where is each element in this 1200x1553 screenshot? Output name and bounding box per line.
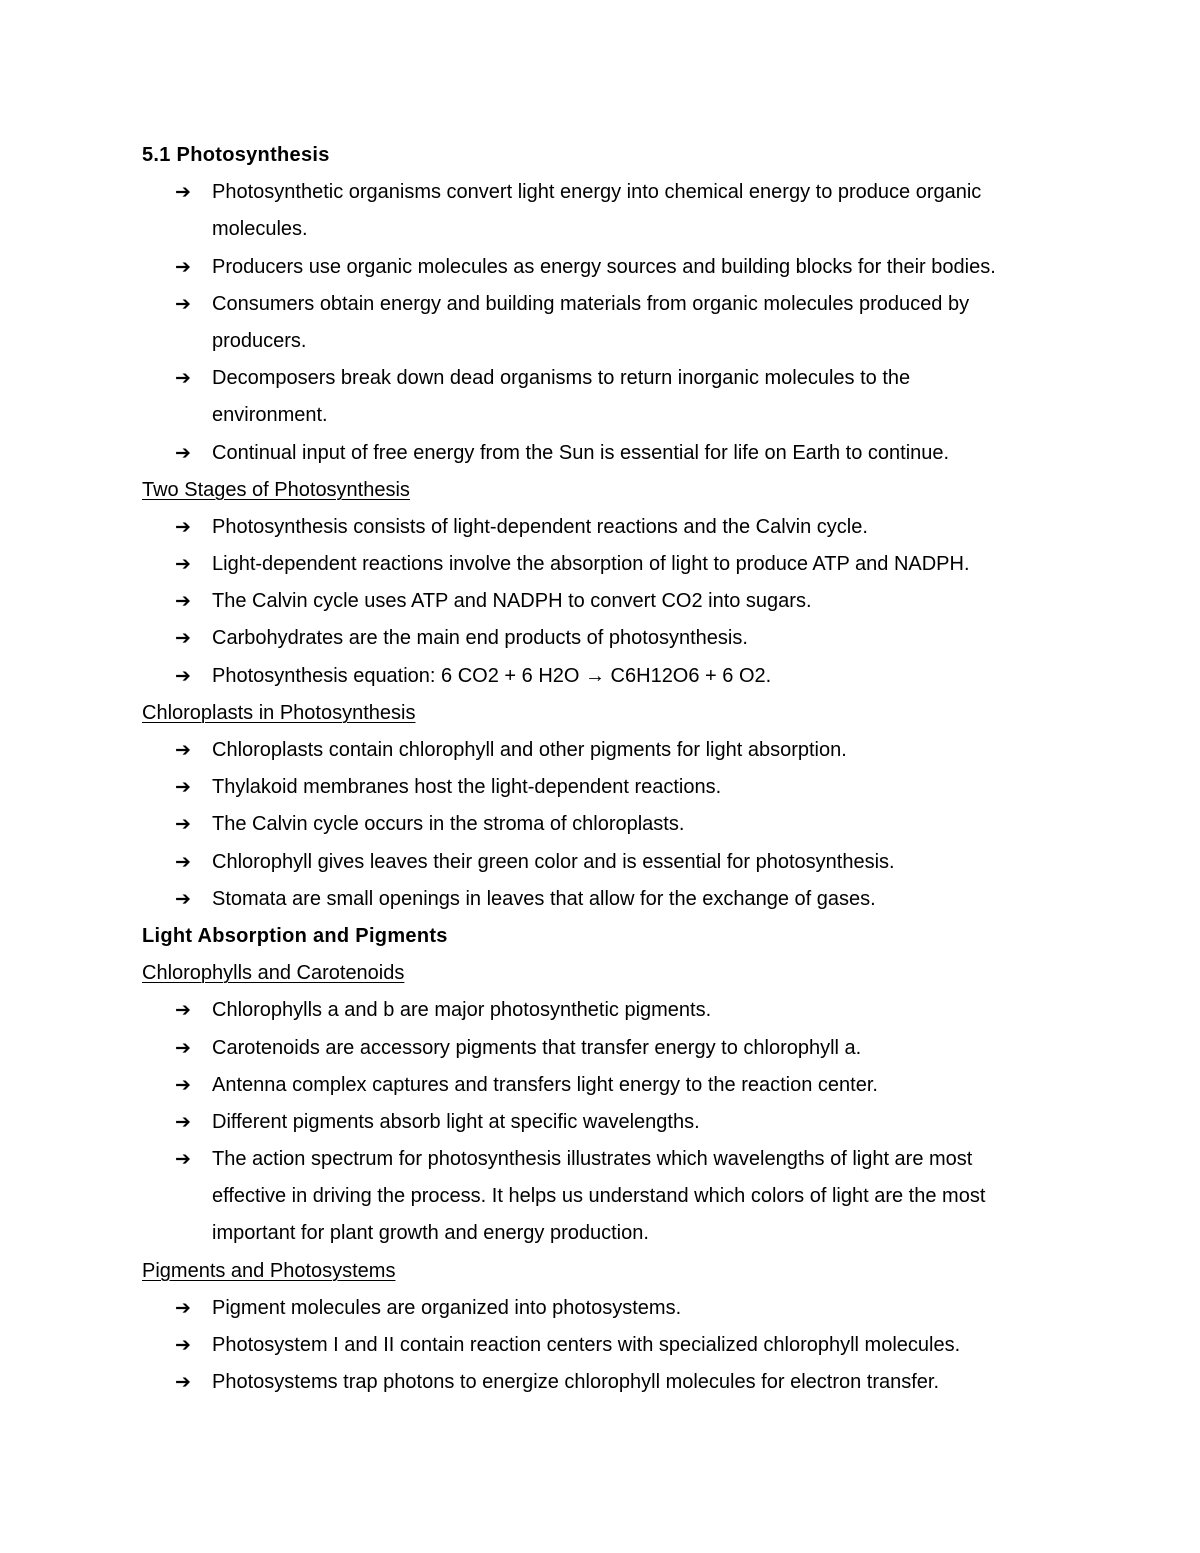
arrow-bullet-icon: ➔ xyxy=(175,255,191,278)
list-item-text: Chlorophyll gives leaves their green color and is essential for photosynthesis. xyxy=(212,850,895,873)
subsection-title-two-stages: Two Stages of Photosynthesis xyxy=(142,478,410,501)
list-item-text: Consumers obtain energy and building materials from organic molecules produced by xyxy=(212,292,970,315)
list-item-continuation: producers. xyxy=(212,329,307,352)
arrow-bullet-icon: ➔ xyxy=(175,367,191,390)
arrow-bullet-icon: ➔ xyxy=(175,887,191,910)
arrow-bullet-icon: ➔ xyxy=(175,1110,191,1133)
list-item-text: The action spectrum for photosynthesis illustrates which wavelengths of light are most xyxy=(212,1148,973,1171)
list-item-text: Photosynthesis equation: 6 CO2 + 6 H2O → C6H12O6 + 6 O2. xyxy=(212,664,772,687)
list-item-text: Photosystems trap photons to energize chlorophyll molecules for electron transfer. xyxy=(212,1371,940,1394)
list-item-text: Antenna complex captures and transfers light energy to the reaction center. xyxy=(212,1073,878,1096)
list-item-text: Producers use organic molecules as energy sources and building blocks for their bodies. xyxy=(212,255,996,278)
list-item-text: Stomata are small openings in leaves that allow for the exchange of gases. xyxy=(212,887,876,910)
arrow-bullet-icon: ➔ xyxy=(175,739,191,761)
arrow-bullet-icon: ➔ xyxy=(175,1371,191,1394)
list-item xyxy=(142,1364,1072,1401)
arrow-bullet-icon: ➔ xyxy=(175,1296,191,1319)
arrow-bullet-icon: ➔ xyxy=(175,664,191,687)
list-item-text: The Calvin cycle occurs in the stroma of chloroplasts. xyxy=(212,813,685,836)
list-item xyxy=(142,732,1072,769)
list-item-text: Carbohydrates are the main end products of photosynthesis. xyxy=(212,627,748,650)
list-item xyxy=(142,360,1072,397)
list-item xyxy=(142,658,1072,695)
section-title-photosynthesis: 5.1 Photosynthesis xyxy=(142,144,330,166)
list-item-text: Photosynthesis consists of light-dependent reactions and the Calvin cycle. xyxy=(212,515,868,538)
list-item-text: Light-dependent reactions involve the absorption of light to produce ATP and NADPH. xyxy=(212,553,970,576)
bullet-list xyxy=(142,509,1072,695)
arrow-bullet-icon: ➔ xyxy=(175,999,191,1022)
list-item-continuation: environment. xyxy=(212,404,328,427)
arrow-bullet-icon: ➔ xyxy=(175,627,191,650)
arrow-bullet-icon: ➔ xyxy=(175,292,191,315)
document-body xyxy=(142,137,1072,1401)
list-item-text: Carotenoids are accessory pigments that transfer energy to chlorophyll a. xyxy=(212,1036,862,1059)
subsection-title-pigments-photosystems: Pigments and Photosystems xyxy=(142,1259,396,1282)
list-item xyxy=(142,583,1072,620)
section-title-light-absorption: Light Absorption and Pigments xyxy=(142,924,448,947)
arrow-bullet-icon: ➔ xyxy=(175,776,191,799)
list-item-continuation: molecules. xyxy=(212,218,308,241)
bullet-list xyxy=(142,174,1072,472)
list-item xyxy=(142,844,1072,881)
subsection-title-chlorophylls: Chlorophylls and Carotenoids xyxy=(142,962,405,985)
list-item xyxy=(142,509,1072,546)
bullet-list xyxy=(142,992,1072,1252)
list-item-continuation: effective in driving the process. It helps us understand which colors of light are the most xyxy=(212,1185,986,1208)
list-item xyxy=(142,1067,1072,1104)
list-item xyxy=(142,546,1072,583)
list-item xyxy=(142,1030,1072,1067)
arrow-bullet-icon: ➔ xyxy=(175,590,191,613)
list-item-text: Chloroplasts contain chlorophyll and other pigments for light absorption. xyxy=(212,739,847,761)
list-item xyxy=(142,1327,1072,1364)
list-item xyxy=(142,769,1072,806)
list-item-text: Photosystem I and II contain reaction centers with specialized chlorophyll molecules. xyxy=(212,1334,961,1356)
list-item xyxy=(142,881,1072,918)
list-item xyxy=(142,249,1072,286)
arrow-bullet-icon: ➔ xyxy=(175,515,191,538)
list-item xyxy=(142,1141,1072,1178)
subsection-title-chloroplasts: Chloroplasts in Photosynthesis xyxy=(142,701,416,724)
arrow-bullet-icon: ➔ xyxy=(175,1148,191,1171)
arrow-bullet-icon: ➔ xyxy=(175,813,191,836)
list-item-text: Chlorophylls a and b are major photosynthetic pigments. xyxy=(212,999,712,1022)
list-item-text: Decomposers break down dead organisms to return inorganic molecules to the xyxy=(212,367,911,390)
arrow-bullet-icon: ➔ xyxy=(175,1334,191,1356)
list-item-text: Thylakoid membranes host the light-dependent reactions. xyxy=(212,776,722,799)
list-item xyxy=(142,1104,1072,1141)
list-item-text: The Calvin cycle uses ATP and NADPH to convert CO2 into sugars. xyxy=(212,590,812,613)
list-item xyxy=(142,620,1072,657)
list-item xyxy=(142,435,1072,472)
list-item xyxy=(142,286,1072,323)
bullet-list xyxy=(142,1290,1072,1402)
bullet-list xyxy=(142,732,1072,918)
arrow-bullet-icon: ➔ xyxy=(175,181,191,204)
list-item xyxy=(142,1290,1072,1327)
arrow-bullet-icon: ➔ xyxy=(175,1073,191,1096)
list-item-text: Different pigments absorb light at specific wavelengths. xyxy=(212,1110,700,1133)
arrow-bullet-icon: ➔ xyxy=(175,553,191,576)
arrow-bullet-icon: ➔ xyxy=(175,1036,191,1059)
list-item-text: Pigment molecules are organized into photosystems. xyxy=(212,1296,682,1319)
list-item-text: Photosynthetic organisms convert light energy into chemical energy to produce organic xyxy=(212,181,982,204)
list-item xyxy=(142,992,1072,1029)
list-item xyxy=(142,806,1072,843)
list-item xyxy=(142,174,1072,211)
list-item-text: Continual input of free energy from the Sun is essential for life on Earth to continue. xyxy=(212,441,950,464)
arrow-bullet-icon: ➔ xyxy=(175,441,191,464)
list-item-continuation: important for plant growth and energy production. xyxy=(212,1222,649,1245)
arrow-bullet-icon: ➔ xyxy=(175,850,191,873)
